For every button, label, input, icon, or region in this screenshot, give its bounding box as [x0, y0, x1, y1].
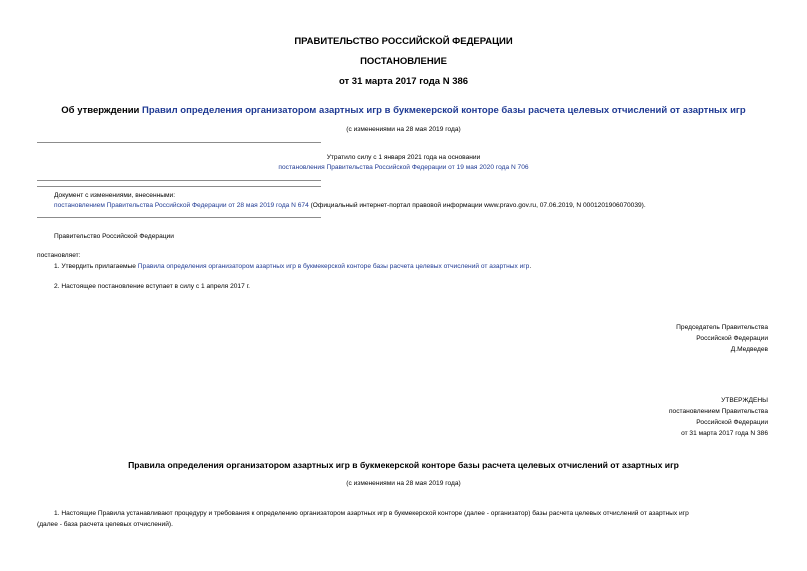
divider	[37, 217, 321, 218]
approved-line-4: от 31 марта 2017 года N 386	[681, 430, 768, 437]
item-1-prefix: 1. Утвердить прилагаемые	[54, 263, 138, 270]
amendments-link[interactable]: постановлением Правительства Российской Федерации от 28 мая 2019 года N 674	[54, 202, 309, 209]
item-2: 2. Настоящее постановление вступает в силу с 1 апреля 2017 г.	[54, 283, 251, 290]
rules-title: Правила определения организатором азартных игр в букмекерской конторе базы расчета целевых отчислений от азартных игр	[128, 460, 679, 470]
date-number-heading: от 31 марта 2017 года N 386	[338, 76, 469, 87]
document-title	[0, 105, 807, 116]
government-text: Правительство Российской Федерации	[54, 233, 174, 240]
divider	[37, 180, 321, 181]
amendments-heading: Документ с изменениями, внесенными:	[54, 192, 176, 199]
doc-type-heading: ПОСТАНОВЛЕНИЕ	[360, 56, 447, 67]
org-heading: ПРАВИТЕЛЬСТВО РОССИЙСКОЙ ФЕДЕРАЦИИ	[294, 36, 513, 47]
item-1	[54, 263, 531, 270]
expired-link[interactable]: постановления Правительства Российской Федерации от 19 мая 2020 года N 706	[278, 164, 529, 171]
signature-line-1: Председатель Правительства	[676, 324, 768, 331]
divider	[37, 142, 321, 143]
approved-line-3: Российской Федерации	[696, 419, 768, 426]
signature-line-3: Д.Медведев	[730, 346, 768, 353]
approved-line-2: постановлением Правительства	[668, 408, 768, 415]
item-1-link[interactable]: Правила определения организатором азартных игр в букмекерской конторе базы расчета целевых отчислений от азартных игр	[137, 263, 530, 270]
decrees-text: постановляет:	[37, 252, 81, 259]
title-link[interactable]: Правил определения организатором азартных игр в букмекерской конторе базы расчета целевых отчислений от азартных игр	[142, 105, 746, 116]
expired-line: Утратило силу с 1 января 2021 года на основании	[326, 154, 481, 161]
signature-line-2: Российской Федерации	[696, 335, 768, 342]
rules-changes-note: (с изменениями на 28 мая 2019 года)	[346, 480, 461, 487]
changes-note: (с изменениями на 28 мая 2019 года)	[346, 126, 461, 133]
rules-paragraph-1-line-1: 1. Настоящие Правила устанавливают процедуру и требования к определению организатором азартных игр в букмекерской конторе (далее - организатор) базы расчета целевых отчислений от азартных игр	[54, 510, 689, 517]
title-prefix: Об утверждении	[61, 105, 143, 116]
approved-line-1: УТВЕРЖДЕНЫ	[721, 397, 768, 404]
amendments-line	[54, 202, 646, 209]
divider	[37, 186, 321, 187]
amendments-source: (Официальный интернет-портал правовой информации www.pravo.gov.ru, 07.06.2019, N 0001201906070039).	[308, 202, 646, 209]
rules-paragraph-1-line-2: (далее - база расчета целевых отчислений).	[37, 521, 173, 528]
item-1-suffix: .	[529, 263, 532, 270]
